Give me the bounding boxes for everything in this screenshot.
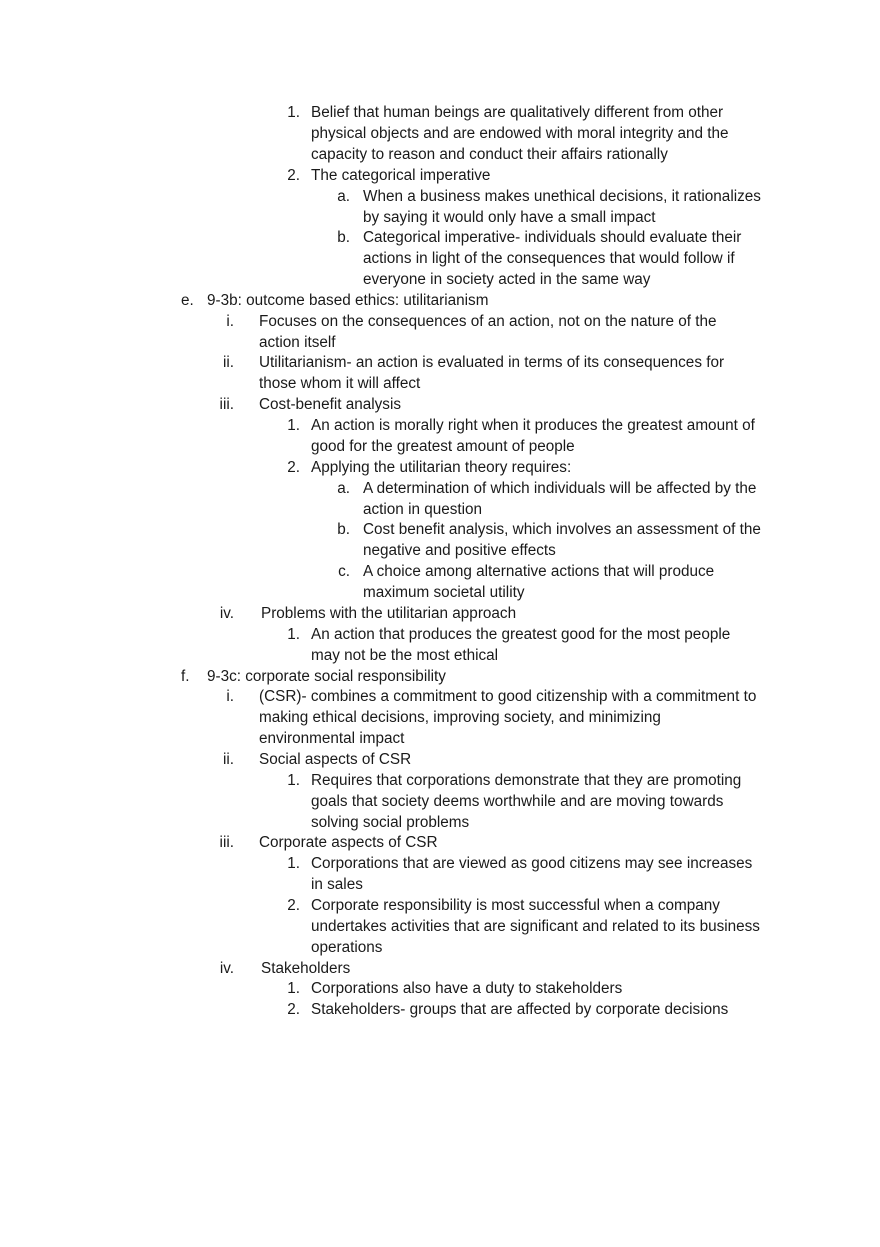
list-text: The categorical imperative (311, 167, 491, 184)
list-marker: 1. (287, 772, 300, 789)
list-marker: i. (226, 688, 234, 705)
list-marker: a. (337, 188, 350, 205)
list-text: Categorical imperative- individuals should evaluate their actions in light of the consequences that would follow if everyone in society acted in the same way (363, 229, 742, 288)
outline-item (0, 458, 880, 479)
outline-item (0, 604, 880, 625)
list-marker: 2. (287, 897, 300, 914)
outline-item (0, 228, 880, 291)
list-text: An action that produces the greatest good for the most people may not be the most ethical (311, 626, 731, 664)
outline-item (0, 1000, 880, 1021)
outline-item (0, 291, 880, 312)
outline-item (0, 520, 880, 562)
list-marker: e. (181, 292, 194, 309)
list-text: Corporate aspects of CSR (259, 834, 438, 851)
list-marker: ii. (222, 751, 234, 768)
list-marker: iii. (219, 396, 234, 413)
outline-item (0, 854, 880, 896)
list-text: Corporations that are viewed as good citizens may see increases in sales (311, 855, 753, 893)
list-marker: ii. (222, 354, 234, 371)
list-text: Stakeholders- groups that are affected by corporate decisions (311, 1001, 729, 1018)
list-text: Focuses on the consequences of an action, not on the nature of the action itself (259, 313, 717, 351)
list-text: Cost-benefit analysis (259, 396, 401, 413)
list-text: Stakeholders (261, 960, 351, 977)
outline-item (0, 562, 880, 604)
outline-item (0, 416, 880, 458)
list-marker: 2. (287, 1001, 300, 1018)
list-text: An action is morally right when it produces the greatest amount of good for the greatest amount of people (311, 417, 755, 455)
list-marker: f. (181, 668, 190, 685)
list-marker: 1. (287, 417, 300, 434)
list-marker: iii. (219, 834, 234, 851)
outline-item (0, 687, 880, 750)
list-marker: b. (337, 229, 350, 246)
outline-item (0, 187, 880, 229)
list-marker: 2. (287, 459, 300, 476)
list-marker: 2. (287, 167, 300, 184)
list-marker: 1. (287, 104, 300, 121)
outline-item (0, 833, 880, 854)
list-text: Requires that corporations demonstrate that they are promoting goals that society deems worthwhile and are moving towards solving social problems (311, 772, 742, 831)
outline-item (0, 750, 880, 771)
list-marker: iv. (219, 605, 234, 622)
outline-item (0, 896, 880, 959)
list-marker: 1. (287, 855, 300, 872)
outline-item (0, 103, 880, 166)
list-marker: iv. (219, 960, 234, 977)
list-text: Corporations also have a duty to stakeholders (311, 980, 623, 997)
outline-item (0, 166, 880, 187)
outline-item (0, 312, 880, 354)
list-marker: i. (226, 313, 234, 330)
list-text: A choice among alternative actions that will produce maximum societal utility (363, 563, 715, 601)
outline-item (0, 395, 880, 416)
list-marker: 1. (287, 626, 300, 643)
list-marker: c. (338, 563, 350, 580)
list-marker: 1. (287, 980, 300, 997)
list-text: Corporate responsibility is most successful when a company undertakes activities that are significant and related to its business operations (311, 897, 760, 956)
list-text: Applying the utilitarian theory requires: (311, 459, 572, 476)
outline-item (0, 771, 880, 834)
list-text: Belief that human beings are qualitatively different from other physical objects and are endowed with moral integrity and the capacity to reason and conduct their affairs rationally (311, 104, 729, 163)
list-text: 9-3b: outcome based ethics: utilitarianism (207, 292, 489, 309)
outline-item (0, 667, 880, 688)
outline-item (0, 959, 880, 980)
list-text: Cost benefit analysis, which involves an assessment of the negative and positive effects (363, 521, 761, 559)
list-text: When a business makes unethical decisions, it rationalizes by saying it would only have a small impact (363, 188, 761, 226)
list-text: 9-3c: corporate social responsibility (207, 668, 446, 685)
list-text: Social aspects of CSR (259, 751, 412, 768)
list-marker: b. (337, 521, 350, 538)
outline-item (0, 979, 880, 1000)
list-text: (CSR)- combines a commitment to good citizenship with a commitment to making ethical decisions, improving society, and minimizing environmental impact (259, 688, 757, 747)
outline-item (0, 625, 880, 667)
list-marker: a. (337, 480, 350, 497)
list-text: Utilitarianism- an action is evaluated in terms of its consequences for those whom it will affect (259, 354, 725, 392)
list-text: A determination of which individuals will be affected by the action in question (363, 480, 757, 518)
list-text: Problems with the utilitarian approach (261, 605, 517, 622)
outline-item (0, 479, 880, 521)
outline-item (0, 353, 880, 395)
